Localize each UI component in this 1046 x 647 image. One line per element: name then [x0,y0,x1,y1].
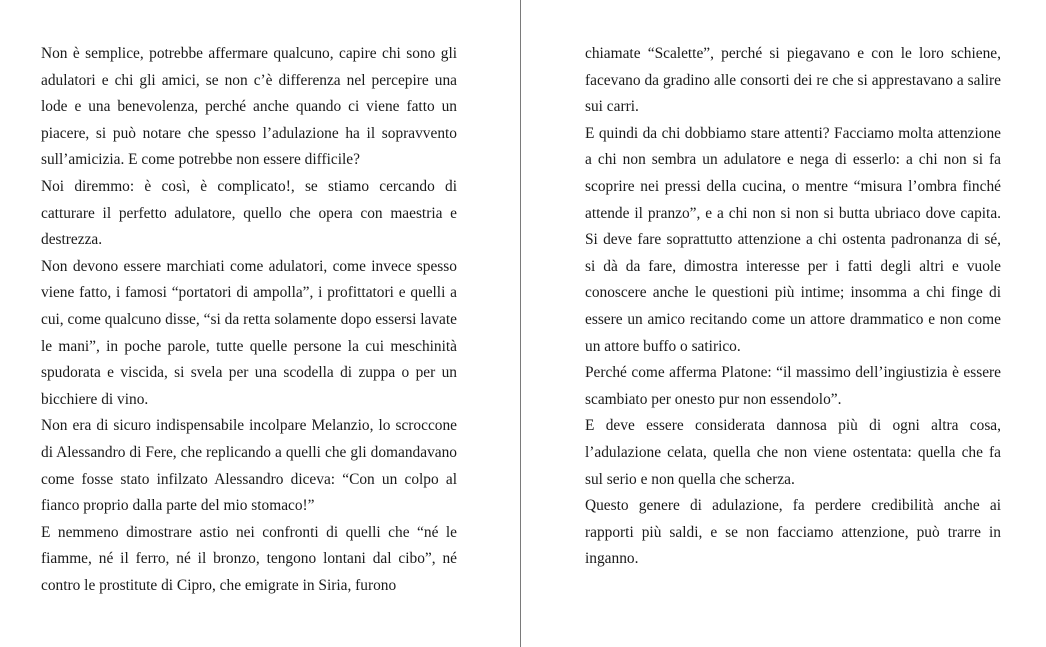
left-paragraph-2: Noi diremmo: è così, è complicato!, se stiamo cercando di catturare il perfetto adulatore, quello che opera con maestria e destrezza. [41,177,457,249]
right-paragraph-2: E quindi da chi dobbiamo stare attenti? Facciamo molta attenzione a chi non sembra un adulatore e nega di esserlo: a chi non si fa scoprire nei pressi della cucina, o mentre “misura l’ombra finché attende il pranzo”, e a chi non si non si butta ubriaco dove capita. Si deve fare soprattutto attenzione a chi ostenta padronanza di sé, si dà da fare, dimostra interesse per i fatti degli altri e vuole conoscere anche le questioni più intime; insomma a chi finge di essere un amico recitando come un attore drammatico e non come un attore buffo o satirico. [585,124,1001,355]
left-paragraph-1: Non è semplice, potrebbe affermare qualcuno, capire chi sono gli adulatori e chi gli amici, se non c’è differenza nel percepire una lode e una benevolenza, perché anche quando ci viene fatto un piacere, si può notare che spesso l’adulazione ha il sopravvento sull’amicizia. E come potrebbe non essere difficile? [41,45,457,169]
right-paragraph-4: E deve essere considerata dannosa più di ogni altra cosa, l’adulazione celata, quella che non viene ostentata: quella che fa sul serio e non quella che scherza. [585,417,1001,488]
right-page-text [585,41,1001,573]
left-paragraph-4: Non era di sicuro indispensabile incolpare Melanzio, lo scroccone di Alessandro di Fere, che replicando a quelli che gli domandavano come fosse stato infilzato Alessandro diceva: “Con un colpo al fianco proprio dalla parte del mio stomaco!” [41,417,457,515]
right-paragraph-5: Questo genere di adulazione, fa perdere credibilità anche ai rapporti più saldi, e se non facciamo attenzione, può trarre in inganno. [585,497,1001,568]
right-paragraph-1: chiamate “Scalette”, perché si piegavano e con le loro schiene, facevano da gradino alle consorti dei re che si apprestavano a salire sui carri. [585,45,1001,116]
left-paragraph-3: Non devono essere marchiati come adulatori, come invece spesso viene fatto, i famosi “portatori di ampolla”, i profittatori e quelli a cui, come qualcuno disse, “si da retta solamente dopo essersi lavate le mani”, in poche parole, tutte quelle persone la cui meschinità spudorata e viscida, si svela per una scodella di zuppa o per un bicchiere di vino. [41,257,457,408]
right-paragraph-3: Perché come afferma Platone: “il massimo dell’ingiustizia è essere scambiato per onesto pur non essendolo”. [585,364,1001,408]
left-paragraph-5: E nemmeno dimostrare astio nei confronti di quelli che “né le fiamme, né il ferro, né il bronzo, tengono lontani dal cibo”, né contro le prostitute di Cipro, che emigrate in Siria, furono [41,523,457,594]
page-divider [520,0,521,647]
left-page-text [41,41,457,599]
